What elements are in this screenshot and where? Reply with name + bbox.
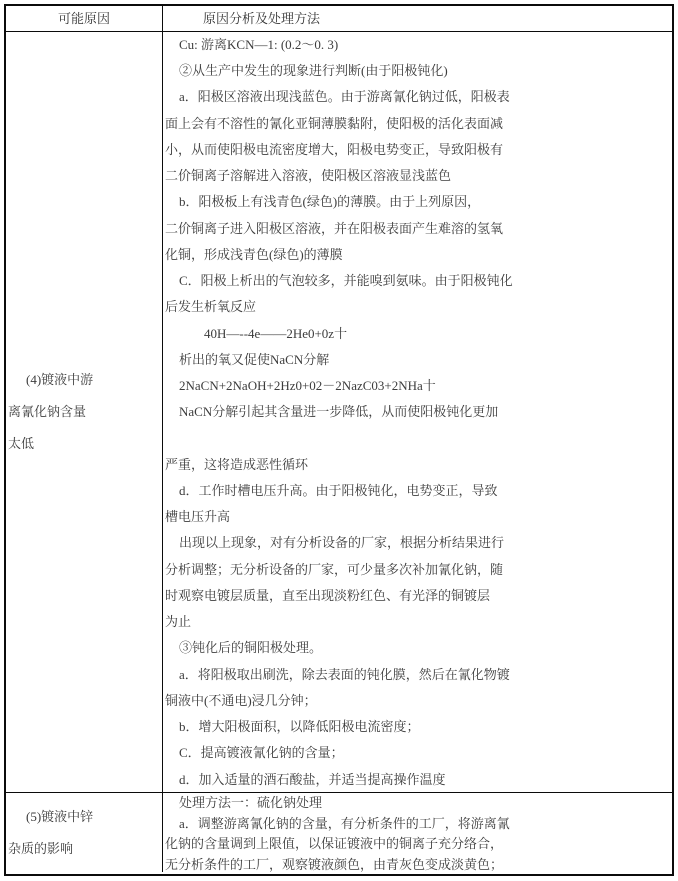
analysis-text-line: 小，从而使阳极电流密度增大，阳极电势变正，导致阳极有 bbox=[165, 141, 504, 157]
cause-text-line: (4)镀液中游 bbox=[26, 372, 94, 387]
cause-cell-5 bbox=[6, 793, 163, 872]
analysis-text-line: b．增大阳极面积，以降低阳极电流密度； bbox=[179, 719, 420, 735]
analysis-text-line: 处理方法一：硫化钠处理 bbox=[179, 795, 323, 810]
header-analysis-column: 原因分析及处理方法 bbox=[203, 11, 321, 26]
analysis-text-line: 析出的氧又促使NaCN分解 bbox=[179, 351, 330, 367]
analysis-text-line bbox=[163, 426, 672, 452]
analysis-text-line: 二价铜离子进入阳极区溶液，并在阳极表面产生难溶的氢氧 bbox=[165, 220, 504, 236]
analysis-text-line: 出现以上现象，对有分析设备的厂家，根据分析结果进行 bbox=[179, 535, 505, 551]
table-header-row bbox=[6, 6, 672, 32]
analysis-text-line: a．调整游离氰化钠的含量，有分析条件的工厂，将游离氰 bbox=[179, 815, 510, 831]
analysis-text-line: C．提高镀液氰化钠的含量； bbox=[179, 745, 344, 761]
cause-text-line: 杂质的影响 bbox=[8, 840, 74, 856]
analysis-text-line: b．阳极板上有浅青色(绿色)的薄膜。由于上列原因， bbox=[179, 194, 481, 210]
analysis-text-line: 面上会有不溶性的氰化亚铜薄膜黏附，使阳极的活化表面减 bbox=[165, 115, 504, 131]
analysis-text-line: d．工作时槽电压升高。由于阳极钝化，电势变正，导致 bbox=[179, 482, 498, 498]
analysis-text-line: 化钠的含量调到上限值，以保证镀液中的铜离子充分络合， bbox=[165, 836, 504, 851]
cause-text-line: (5)镀液中锌 bbox=[26, 808, 94, 824]
analysis-text-line: 2NaCN+2NaOH+2Hz0+02－2NazC03+2NHa十 bbox=[179, 378, 436, 394]
analysis-text-line: ②从生产中发生的现象进行判断(由于阳极钝化) bbox=[179, 63, 448, 79]
table-row-cause-5 bbox=[6, 793, 672, 872]
analysis-cell-4 bbox=[163, 32, 672, 792]
analysis-text-line: a．将阳极取出刷洗，除去表面的钝化膜，然后在氰化物镀 bbox=[179, 666, 510, 682]
analysis-text-line: 严重，这将造成恶性循环 bbox=[165, 456, 309, 472]
analysis-text-line: 槽电压升高 bbox=[165, 509, 231, 525]
analysis-text-line: a．阳极区溶液出现浅蓝色。由于游离氰化钠过低，阳极表 bbox=[179, 89, 510, 105]
analysis-text-line: Cu: 游离KCN—1: (0.2～0. 3) bbox=[179, 37, 339, 52]
analysis-text-line: 二价铜离子溶解进入溶液，使阳极区溶液显浅蓝色 bbox=[165, 168, 452, 184]
analysis-text-line: ③钝化后的铜阳极处理。 bbox=[179, 640, 323, 656]
analysis-text-line: 后发生析氧反应 bbox=[165, 299, 257, 315]
analysis-text-line: 为止 bbox=[165, 614, 192, 630]
analysis-cell-5 bbox=[163, 793, 672, 872]
analysis-text-line: 无分析条件的工厂，观察镀液颜色，由青灰色变成淡黄色； bbox=[165, 856, 504, 872]
analysis-text-line: 分析调整；无分析设备的厂家，可少量多次补加氰化钠，随 bbox=[165, 561, 504, 577]
cause-cell-4 bbox=[6, 32, 163, 792]
table-row-cause-4 bbox=[6, 32, 672, 793]
analysis-text-line: 铜液中(不通电)浸几分钟； bbox=[165, 692, 317, 708]
troubleshooting-table bbox=[4, 4, 674, 876]
analysis-text-line: 时观察电镀层质量，直至出现淡粉红色、有光泽的铜镀层 bbox=[165, 587, 491, 603]
cause-text-line: 离氰化钠含量 bbox=[8, 404, 87, 419]
cause-text-line: 太低 bbox=[8, 436, 35, 451]
header-cause-column: 可能原因 bbox=[6, 6, 163, 31]
analysis-text-line: d．加入适量的酒石酸盐，并适当提高操作温度 bbox=[179, 771, 446, 787]
analysis-text-line: 化铜，形成浅青色(绿色)的薄膜 bbox=[165, 246, 343, 262]
analysis-text-line: C．阳极上析出的气泡较多，并能嗅到氨味。由于阳极钝化 bbox=[179, 273, 513, 289]
analysis-text-line: 40H—--4e——2He0+0z十 bbox=[204, 325, 348, 341]
analysis-text-line: NaCN分解引起其含量进一步降低，从而使阳极钝化更加 bbox=[179, 404, 499, 420]
